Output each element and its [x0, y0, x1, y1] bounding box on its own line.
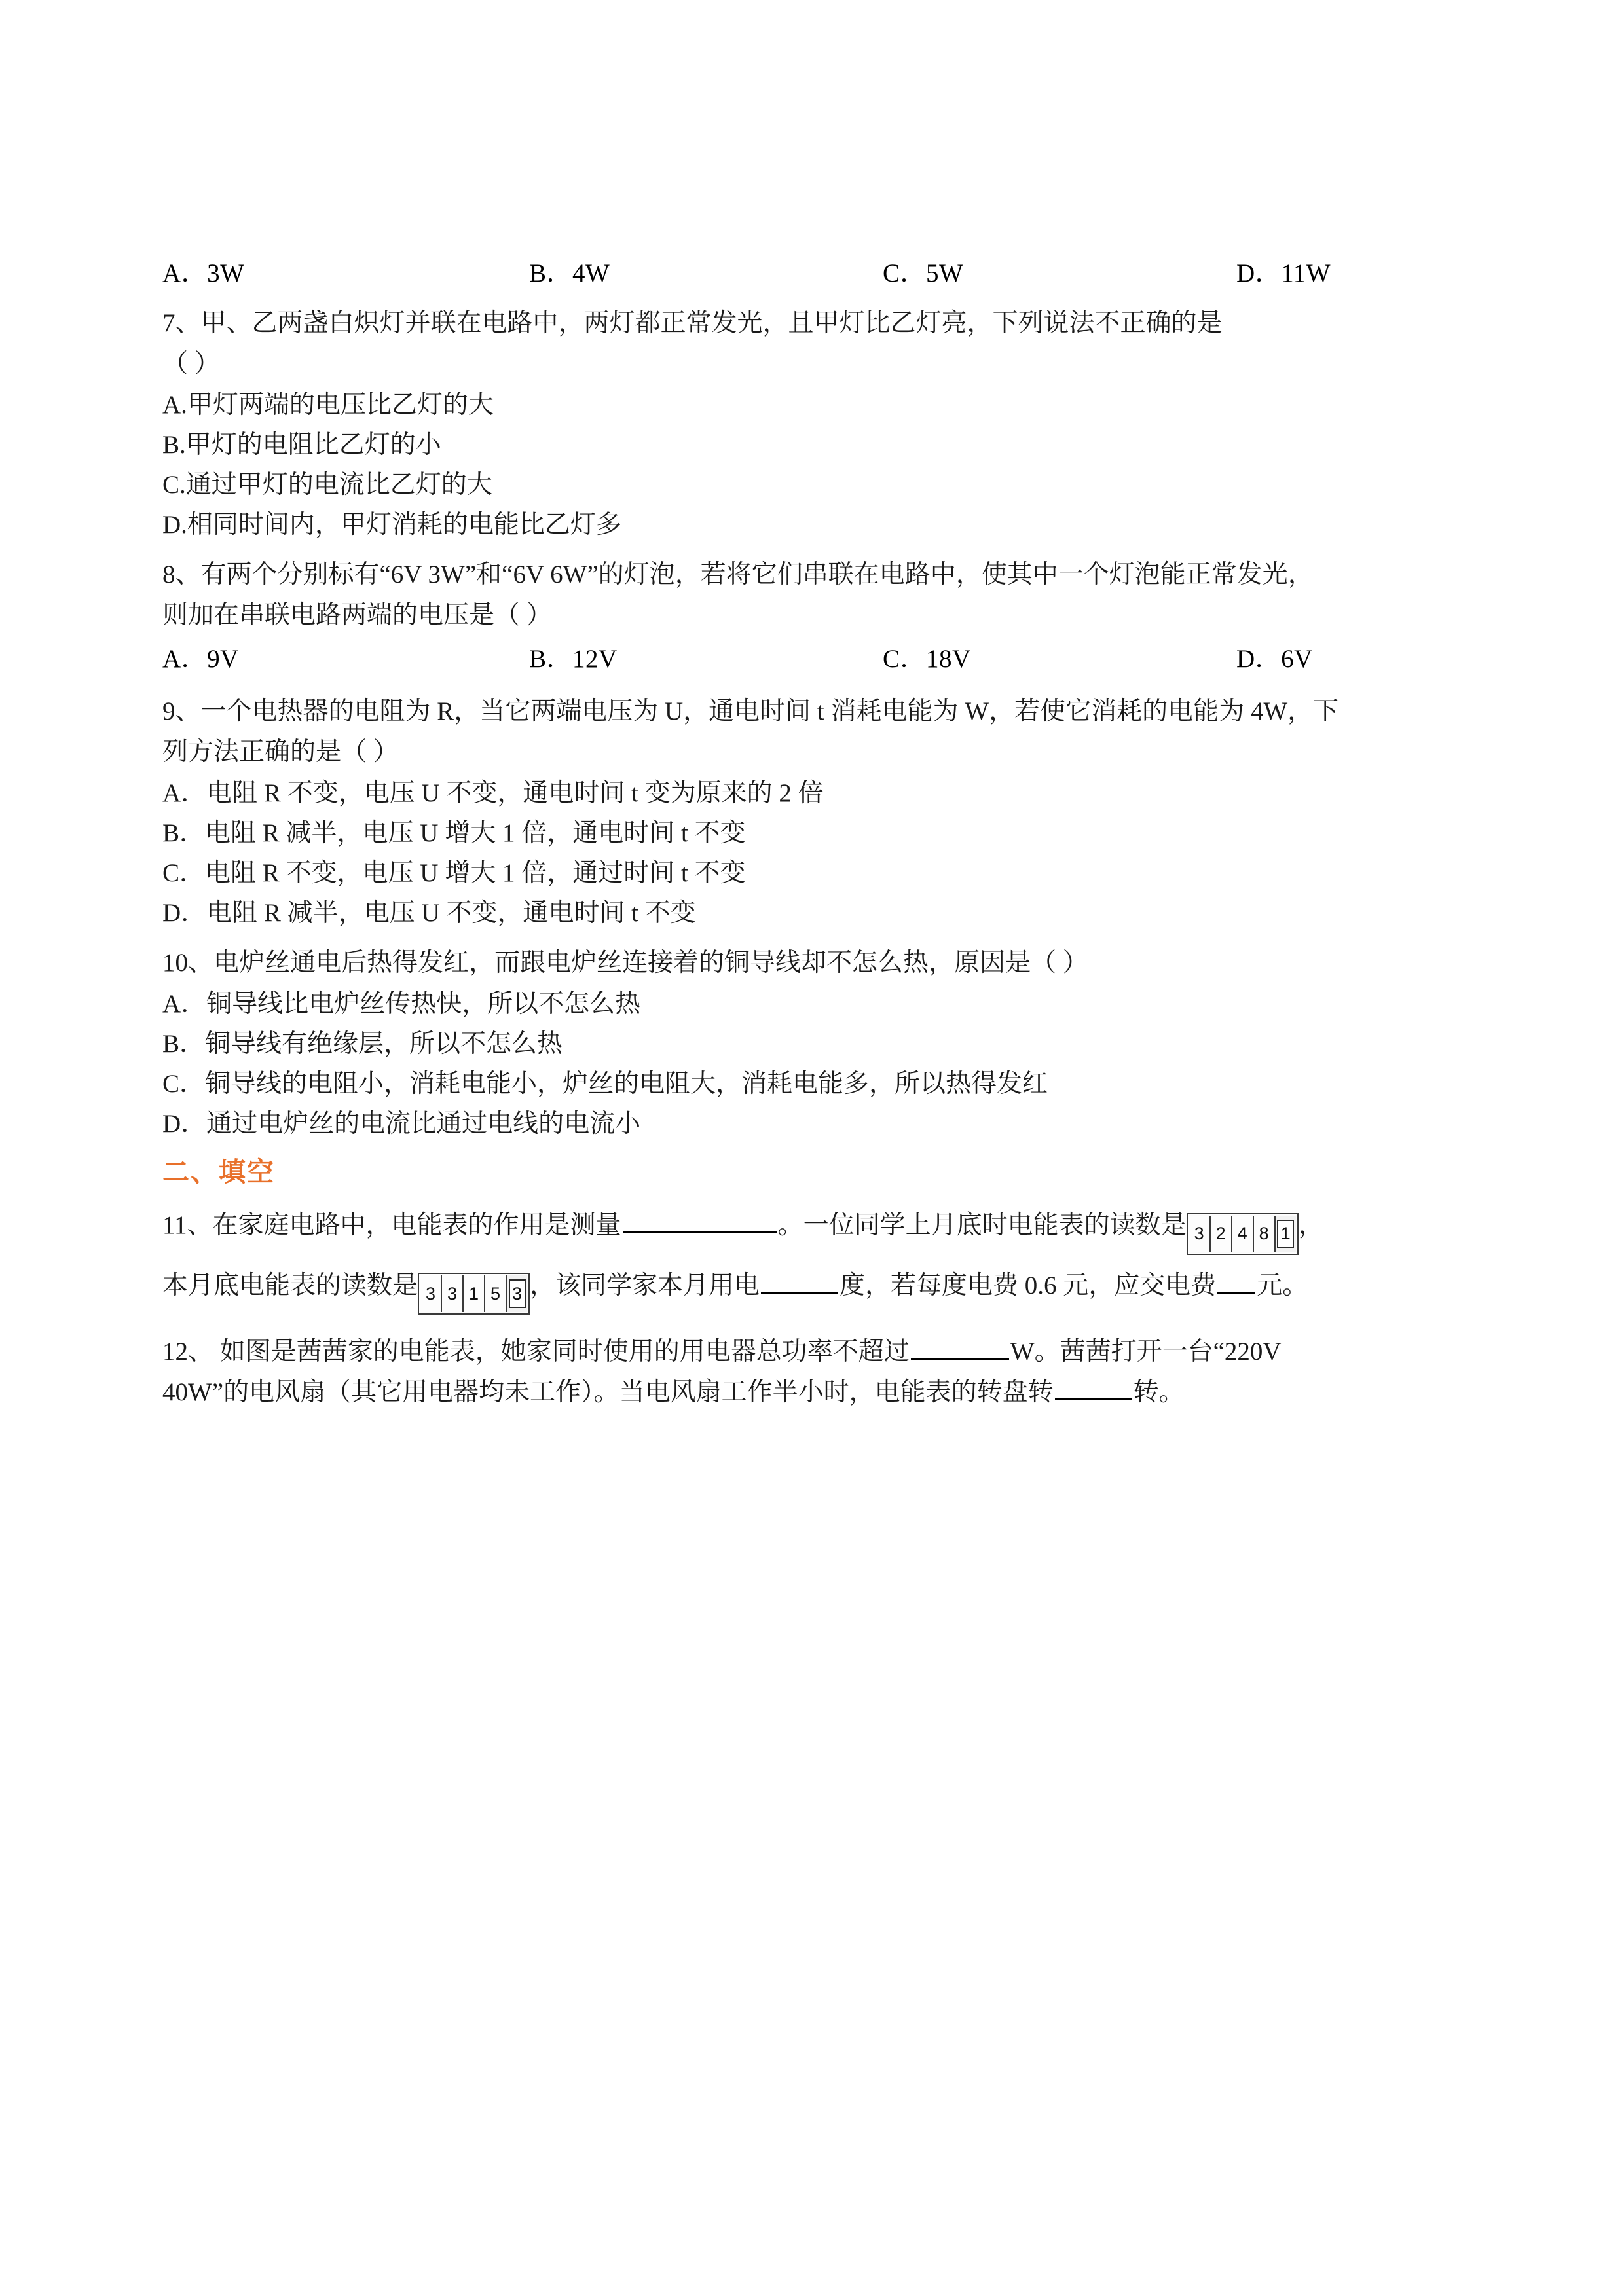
- q12-text-3: 40W”的电风扇（其它用电器均未工作）。当电风扇工作半小时，电能表的转盘转: [162, 1378, 1054, 1406]
- q6-options-row: [162, 261, 1446, 286]
- meter-digit: 8: [1254, 1216, 1276, 1252]
- page-content: [162, 261, 1466, 1413]
- q12-text-4: 转。: [1133, 1378, 1185, 1406]
- meter-digit: 3: [420, 1275, 442, 1312]
- meter-digit-decimal: 3: [507, 1275, 527, 1312]
- q7-stem-line2: （ ）: [162, 350, 220, 378]
- q7-stem: 7、甲、乙两盏白炽灯并联在电路中，两灯都正常发光，且甲灯比乙灯亮，下列说法不正确的是: [162, 309, 1223, 337]
- q11-meter-last-month: [1187, 1213, 1299, 1255]
- q11-blank-2[interactable]: [761, 1269, 838, 1294]
- q7-choice-b[interactable]: B.甲灯的电阻比乙灯的小: [162, 431, 441, 459]
- q12-blank-1[interactable]: [911, 1336, 1009, 1360]
- q6-option-c[interactable]: C．5W: [883, 259, 964, 287]
- q12-blank-2[interactable]: [1055, 1376, 1132, 1400]
- q11-line2: [162, 1266, 1466, 1315]
- q8-options-row: [162, 646, 1446, 672]
- q8-option-b[interactable]: B．12V: [529, 645, 618, 673]
- q6-option-a[interactable]: A．3W: [162, 259, 245, 287]
- meter-digit: 1: [464, 1275, 485, 1312]
- q11-meter-this-month: [418, 1273, 530, 1315]
- meter-digit: 5: [485, 1275, 507, 1312]
- q10-choice-d[interactable]: D．通过电炉丝的电流比通过电线的电流小: [162, 1110, 641, 1138]
- q12-line1: [162, 1332, 1466, 1372]
- q10-stem: 10、电炉丝通电后热得发红，而跟电炉丝连接着的铜导线却不怎么热，原因是（ ）: [162, 949, 1088, 977]
- section-heading-fill-in-blank: 二、填空: [162, 1157, 275, 1187]
- q8-option-c[interactable]: C．18V: [883, 645, 971, 673]
- meter-digit: 3: [442, 1275, 464, 1312]
- q7-choice-a[interactable]: A.甲灯两端的电压比乙灯的大: [162, 391, 494, 419]
- q11-text-1: 11、在家庭电路中，电能表的作用是测量: [162, 1211, 621, 1239]
- q11-text-2: 。一位同学上月底时电能表的读数是: [777, 1211, 1187, 1239]
- q9-choice-c[interactable]: C．电阻 R 不变，电压 U 增大 1 倍，通过时间 t 不变: [162, 859, 746, 887]
- q8-stem-line2: 则加在串联电路两端的电压是（ ）: [162, 601, 552, 629]
- q11-blank-1[interactable]: [623, 1209, 777, 1233]
- q12-line2: [162, 1372, 1466, 1413]
- q11-blank-3[interactable]: [1217, 1269, 1255, 1294]
- meter-digit: 3: [1189, 1216, 1211, 1252]
- q11-text-4: 本月底电能表的读数是: [162, 1271, 418, 1300]
- q11-text-3: ，: [1298, 1211, 1324, 1239]
- q10-choice-c[interactable]: C．铜导线的电阻小，消耗电能小，炉丝的电阻大，消耗电能多，所以热得发红: [162, 1070, 1048, 1098]
- q11-text-6: 度，若每度电费 0.6 元，应交电费: [840, 1271, 1217, 1300]
- meter-digit: 4: [1232, 1216, 1254, 1252]
- q7-choice-c[interactable]: C.通过甲灯的电流比乙灯的大: [162, 471, 492, 499]
- q8-option-a[interactable]: A．9V: [162, 645, 239, 673]
- q9-stem: 9、一个电热器的电阻为 R，当它两端电压为 U，通电时间 t 消耗电能为 W，若使它消耗的电能为 4W，下: [162, 697, 1339, 725]
- meter-digit: 2: [1211, 1216, 1232, 1252]
- q10-choice-b[interactable]: B．铜导线有绝缘层，所以不怎么热: [162, 1030, 563, 1058]
- q8-stem: 8、有两个分别标有“6V 3W”和“6V 6W”的灯泡，若将它们串联在电路中，使其中一个灯泡能正常发光，: [162, 560, 1314, 589]
- q8-option-d[interactable]: D．6V: [1236, 645, 1313, 673]
- q12-text-1: 12、 如图是茜茜家的电能表，她家同时使用的用电器总功率不超过: [162, 1338, 910, 1366]
- q9-stem-line2: 列方法正确的是（ ）: [162, 738, 399, 766]
- q11-text-7: 元。: [1257, 1271, 1308, 1300]
- q9-choice-b[interactable]: B．电阻 R 减半，电压 U 增大 1 倍，通电时间 t 不变: [162, 819, 746, 847]
- q9-choice-a[interactable]: A．电阻 R 不变，电压 U 不变，通电时间 t 变为原来的 2 倍: [162, 779, 824, 807]
- q6-option-b[interactable]: B．4W: [529, 259, 610, 287]
- q11-text-5: ，该同学家本月用电: [530, 1271, 760, 1300]
- q6-option-d[interactable]: D．11W: [1236, 259, 1331, 287]
- q9-choice-d[interactable]: D．电阻 R 减半，电压 U 不变，通电时间 t 不变: [162, 899, 696, 927]
- q11-line1: [162, 1205, 1466, 1255]
- q12-text-2: W。茜茜打开一台“220V: [1010, 1338, 1282, 1366]
- meter-digit-decimal: 1: [1276, 1216, 1296, 1252]
- q7-choice-d[interactable]: D.相同时间内，甲灯消耗的电能比乙灯多: [162, 511, 621, 539]
- q10-choice-a[interactable]: A．铜导线比电炉丝传热快，所以不怎么热: [162, 990, 641, 1018]
